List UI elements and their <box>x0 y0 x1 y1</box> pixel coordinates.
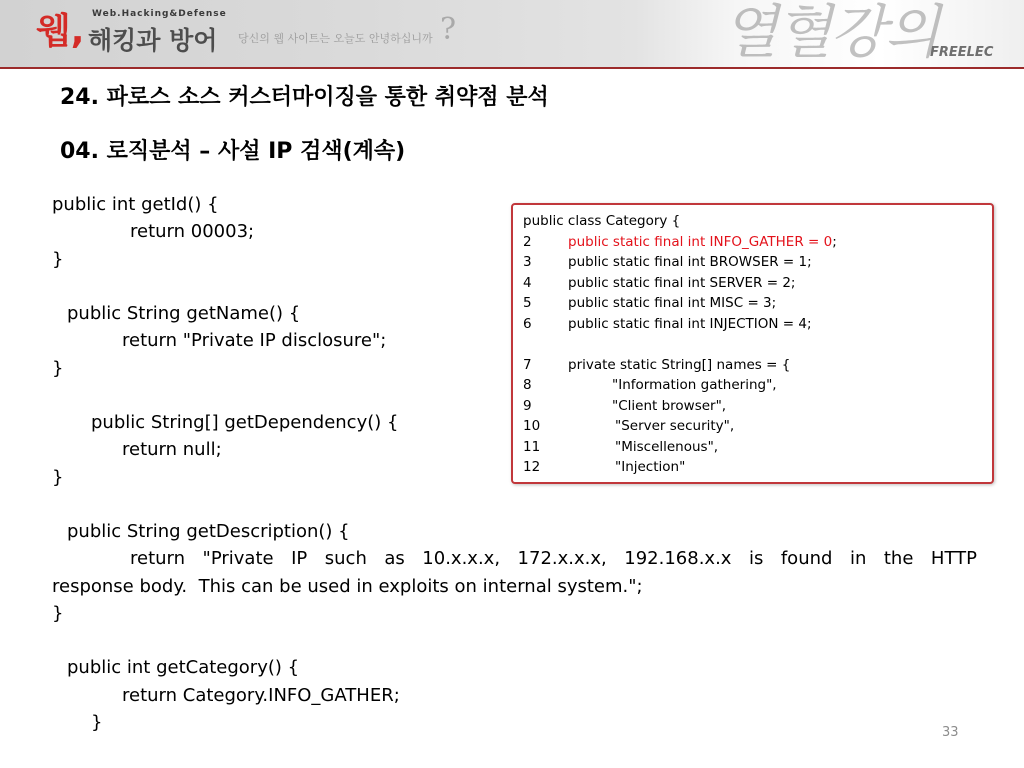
code-line: public int getId() { <box>52 194 219 215</box>
logo-english-tagline: Web.Hacking&Defense <box>92 9 227 19</box>
line-number: 10 <box>523 418 541 434</box>
code-line: } <box>52 357 64 379</box>
code-text: "Information gathering", <box>612 377 777 393</box>
category-class-box <box>511 203 994 484</box>
page-number: 33 <box>942 725 959 740</box>
line-number: 7 <box>523 356 532 373</box>
code-spacer <box>0 627 1000 654</box>
line-number: 3 <box>523 254 532 270</box>
slogan-text: 당신의 웹 사이트는 오늘도 안녕하십니까 <box>238 32 433 45</box>
code-box-header <box>523 211 984 232</box>
line-number: 12 <box>523 459 541 475</box>
code-box-line <box>523 457 984 478</box>
line-number: 8 <box>523 377 532 393</box>
line-number: 9 <box>523 397 532 414</box>
code-text: public static final int INJECTION = 4; <box>568 315 812 332</box>
code-line: response body. This can be used in exploits on internal system."; <box>52 575 643 597</box>
code-box-line <box>523 314 984 335</box>
code-text: public static final int SERVER = 2; <box>568 274 796 291</box>
code-text: "Server security", <box>615 418 735 434</box>
code-spacer <box>0 491 1000 518</box>
code-line: public String getName() { <box>67 303 301 324</box>
highlighted-code: public static final int INFO_GATHER = 0 <box>568 233 833 250</box>
code-line: public String[] getDependency() { <box>91 412 399 433</box>
slide-title: 24. 파로스 소스 커스터마이징을 통한 취약점 분석 <box>60 85 549 110</box>
code-text <box>568 232 984 253</box>
slogan-question-mark: ? <box>440 12 457 47</box>
code-box-line <box>523 437 984 458</box>
header-banner <box>0 0 1024 69</box>
code-text: "Client browser", <box>612 397 727 414</box>
code-line: return 00003; <box>130 221 255 243</box>
code-text: public class Category { <box>523 213 681 229</box>
code-box-line <box>523 252 984 273</box>
code-line: return Category.INFO_GATHER; <box>122 684 400 706</box>
code-box-line <box>523 396 984 417</box>
code-line: } <box>52 248 64 270</box>
line-number: 6 <box>523 315 532 332</box>
code-line: return null; <box>122 439 222 461</box>
code-box-line <box>523 273 984 294</box>
code-box-spacer <box>523 334 984 355</box>
line-number: 5 <box>523 295 532 311</box>
line-number: 2 <box>523 233 532 250</box>
code-text: "Miscellenous", <box>615 438 719 455</box>
code-box-line <box>523 232 984 253</box>
line-number: 4 <box>523 274 532 291</box>
code-box-line <box>523 293 984 314</box>
code-line: return "Private IP such as 10.x.x.x, 172.x.x.x, 192.168.x.x is found in the HTTP <box>130 548 977 570</box>
code-suffix: ; <box>832 233 837 250</box>
publisher-logo: FREELEC <box>930 45 994 60</box>
logo-web-mark: 웹, <box>36 11 85 52</box>
code-line: public String getDescription() { <box>67 521 350 542</box>
code-box-line <box>523 416 984 437</box>
code-text: public static final int MISC = 3; <box>568 295 777 311</box>
series-calligraphy-logo: 열혈강의 <box>722 0 939 66</box>
code-text: public static final int BROWSER = 1; <box>568 254 812 270</box>
code-text: private static String[] names = { <box>568 356 791 373</box>
code-box-line <box>523 355 984 376</box>
code-line: } <box>52 602 64 624</box>
code-text: "Injection" <box>615 459 686 475</box>
code-line: } <box>52 466 64 488</box>
code-line: return "Private IP disclosure"; <box>122 330 387 352</box>
line-number: 11 <box>523 438 541 455</box>
code-box-line <box>523 375 984 396</box>
code-line: public int getCategory() { <box>67 657 300 679</box>
code-line: } <box>91 711 103 733</box>
logo-book-title: 해킹과 방어 <box>88 26 218 55</box>
slide-subtitle: 04. 로직분석 – 사설 IP 검색(계속) <box>60 139 406 164</box>
